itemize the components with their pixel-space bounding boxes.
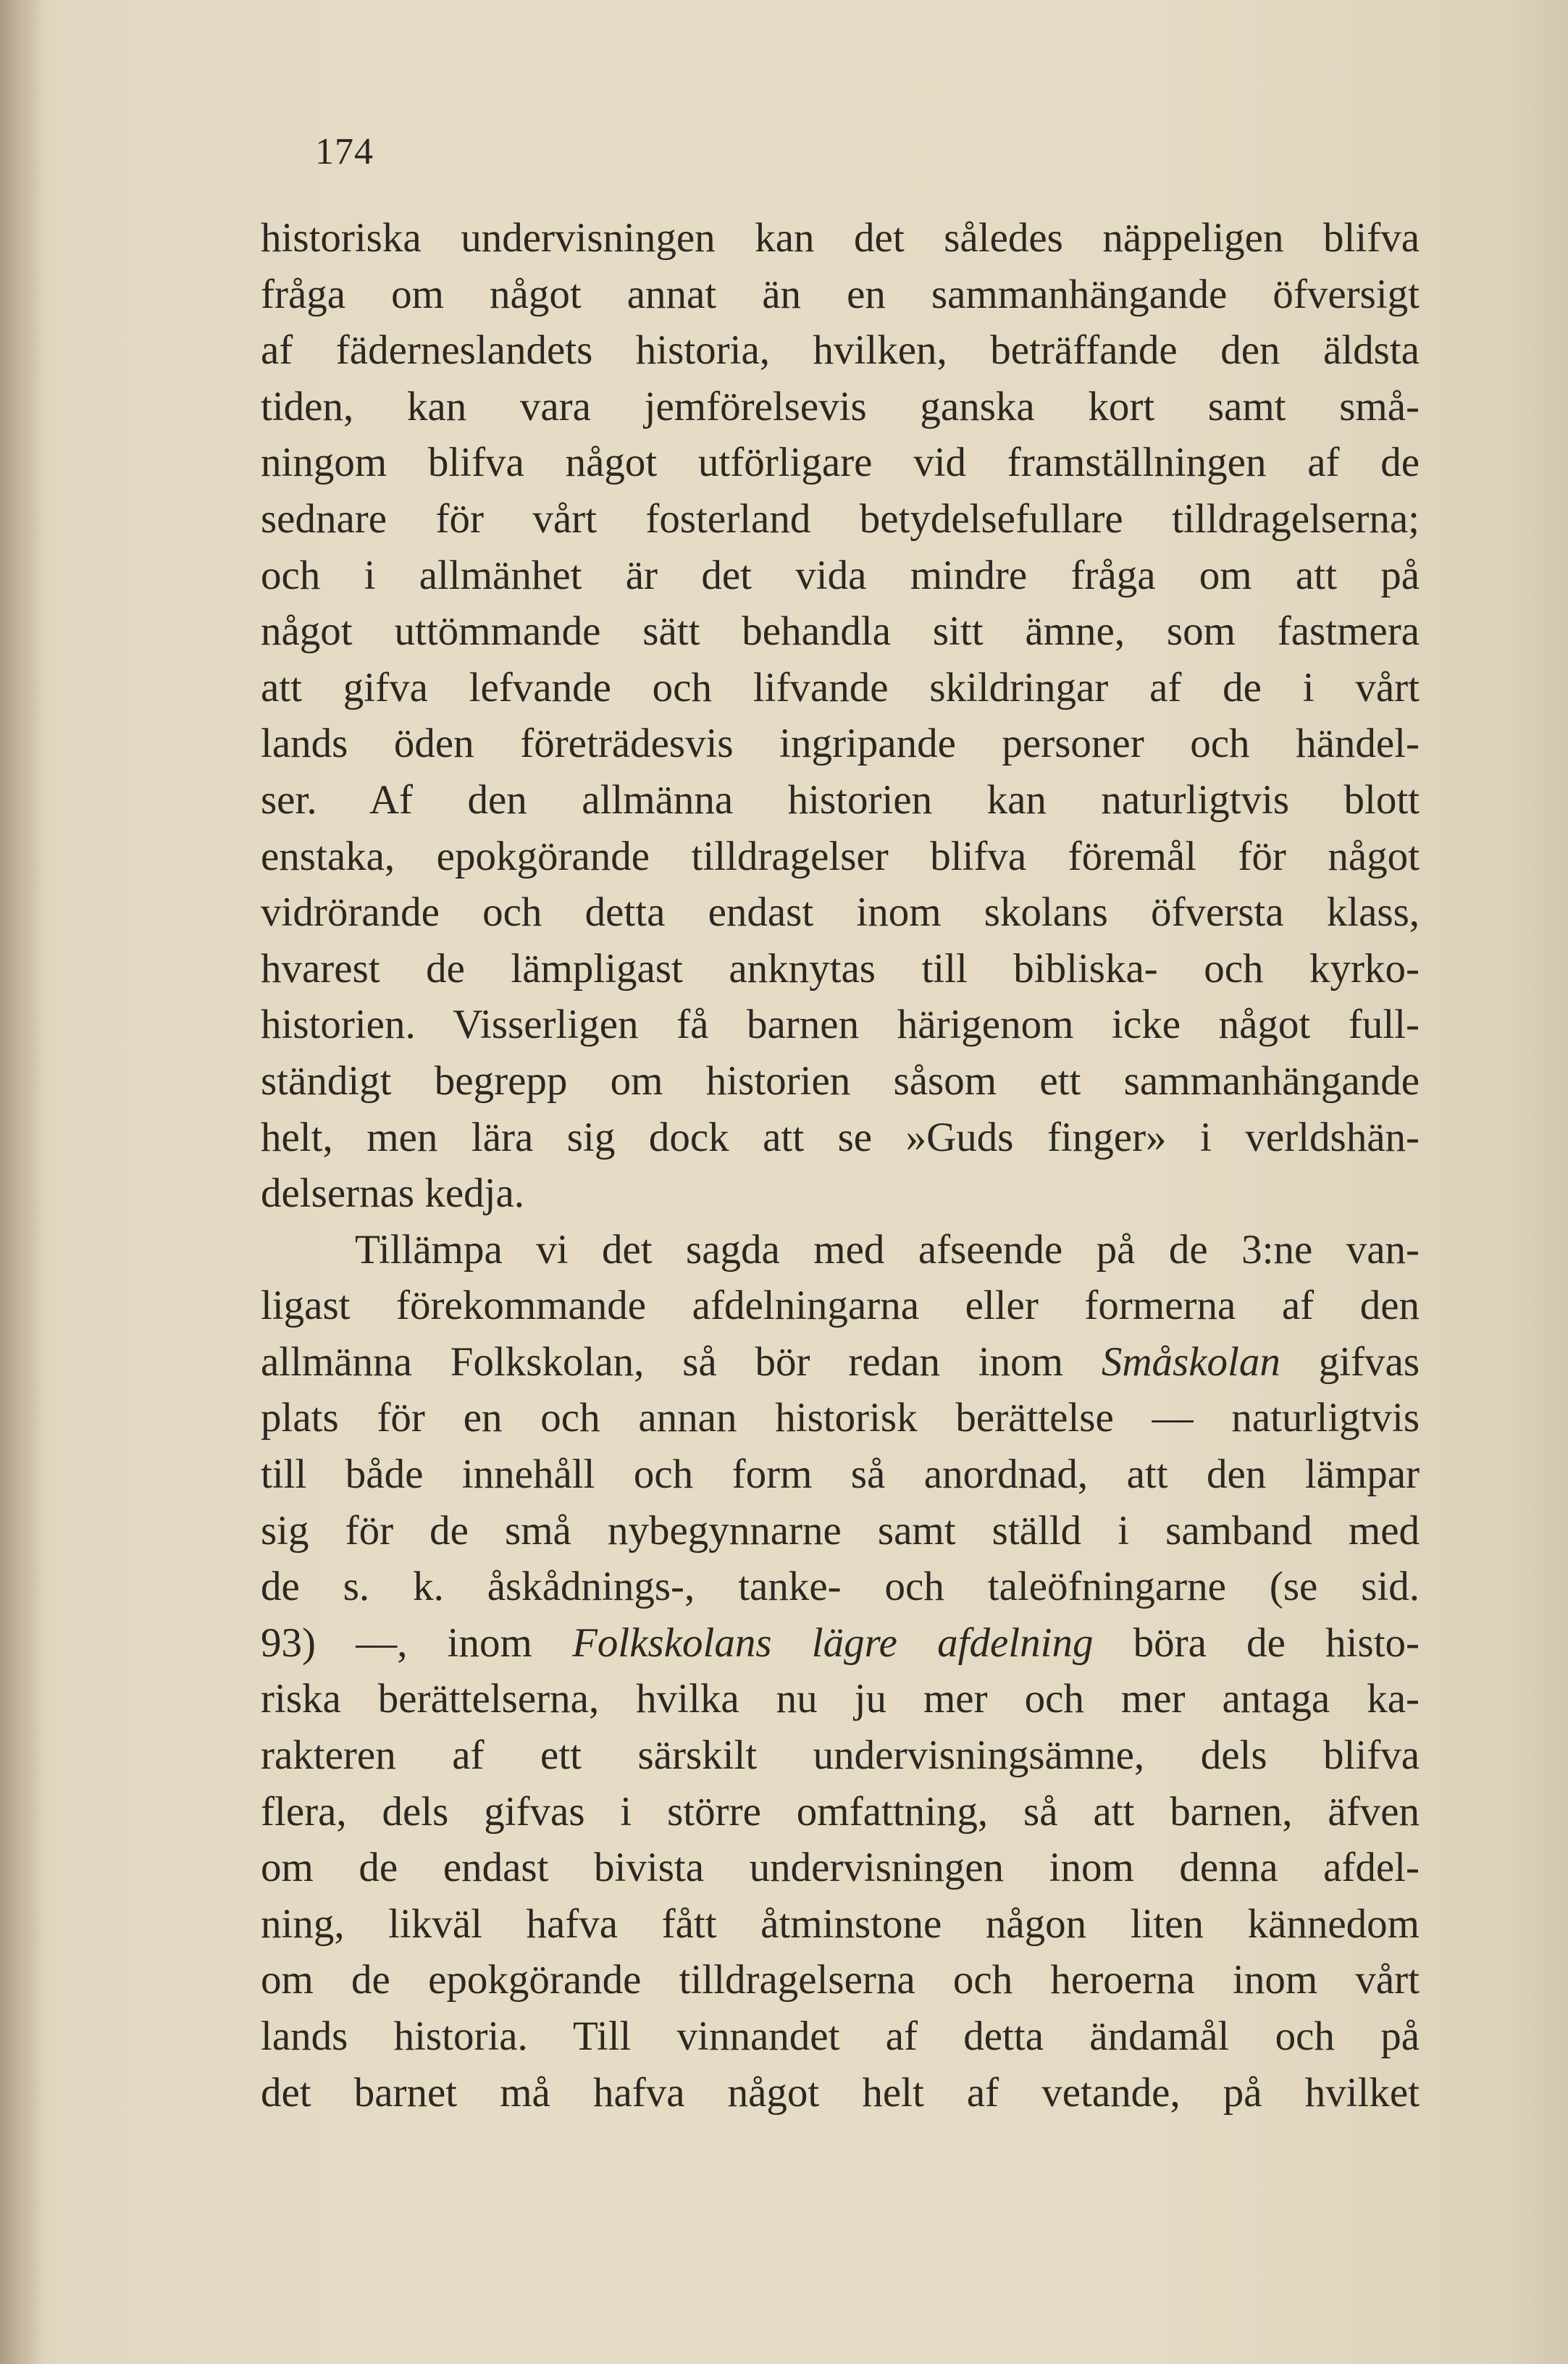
text-line: af fäderneslandets historia, hvilken, beträffande den äldsta <box>261 327 1420 374</box>
text-line: tiden, kan vara jemförelsevis ganska kort samt små- <box>261 383 1420 429</box>
text-line: lands historia. Till vinnandet af detta ändamål och på <box>261 2013 1420 2059</box>
text-line: att gifva lefvande och lifvande skildringar af de i vårt <box>261 664 1420 711</box>
text-line: delsernas kedja. <box>261 1170 525 1217</box>
text-line: lands öden företrädesvis ingripande personer och händel- <box>261 721 1420 767</box>
italic-term-folkskolans-lagre-afdelning: Folkskolans lägre afdelning <box>572 1619 1094 1666</box>
text-line: hvarest de lämpligast anknytas till bibliska- och kyrko- <box>261 945 1420 992</box>
text-line: ser. Af den allmänna historien kan naturligtvis blott <box>261 776 1420 823</box>
text-line: historiska undervisningen kan det således näppeligen blifva <box>261 215 1420 261</box>
text-line: om de endast bivista undervisningen inom denna afdel- <box>261 1845 1420 1891</box>
text-line: sig för de små nybegynnarne samt ställd i samband med <box>261 1507 1420 1554</box>
text-line-mixed <box>261 1334 1420 1391</box>
text-line: de s. k. åskådnings-, tanke- och taleöfningarne (se sid. <box>261 1564 1420 1610</box>
text-line: plats för en och annan historisk berättelse — naturligtvis <box>261 1395 1420 1441</box>
text-line: ning, likväl hafva fått åtminstone någon liten kännedom <box>261 1900 1420 1947</box>
text-line: något uttömmande sätt behandla sitt ämne, som fastmera <box>261 608 1420 655</box>
page-gutter-shadow <box>0 0 43 2364</box>
text-line: riska berättelserna, hvilka nu ju mer och mer antaga ka- <box>261 1676 1420 1722</box>
text-line: flera, dels gifvas i större omfattning, så att barnen, äfven <box>261 1788 1420 1835</box>
text-segment: böra de histo- <box>1133 1619 1420 1666</box>
text-line: enstaka, epokgörande tilldragelser blifva föremål för något <box>261 833 1420 879</box>
text-line: fråga om något annat än en sammanhängande öfversigt <box>261 271 1420 317</box>
text-line: ligast förekommande afdelningarna eller formerna af den <box>261 1283 1420 1329</box>
text-line: vidrörande och detta endast inom skolans öfversta klass, <box>261 889 1420 936</box>
body-text <box>261 210 1420 2121</box>
page-number: 174 <box>315 131 374 172</box>
text-line: Tillämpa vi det sagda med afseende på de 3:ne van- <box>355 1226 1420 1273</box>
text-line: ständigt begrepp om historien såsom ett sammanhängande <box>261 1057 1420 1104</box>
text-line: rakteren af ett särskilt undervisningsämne, dels blifva <box>261 1732 1420 1779</box>
text-segment: 93) —, inom <box>261 1619 532 1666</box>
text-line: historien. Visserligen få barnen härigenom icke något full- <box>261 1002 1420 1048</box>
text-line: det barnet må hafva något helt af vetande, på hvilket <box>261 2069 1420 2116</box>
text-line: om de epokgörande tilldragelserna och heroerna inom vårt <box>261 1957 1420 2003</box>
text-line: helt, men lära sig dock att se »Guds finger» i verldshän- <box>261 1114 1420 1160</box>
text-line-mixed <box>261 1615 1420 1672</box>
text-line: sednare för vårt fosterland betydelsefullare tilldragelserna; <box>261 495 1420 542</box>
text-line: ningom blifva något utförligare vid framställningen af de <box>261 440 1420 486</box>
text-line: och i allmänhet är det vida mindre fråga om att på <box>261 552 1420 598</box>
text-segment: allmänna Folkskolan, så bör redan inom <box>261 1338 1063 1385</box>
text-segment: gifvas <box>1318 1338 1420 1385</box>
text-line: till både innehåll och form så anordnad, att den lämpar <box>261 1451 1420 1498</box>
italic-term-smaskolan: Småskolan <box>1101 1338 1280 1385</box>
